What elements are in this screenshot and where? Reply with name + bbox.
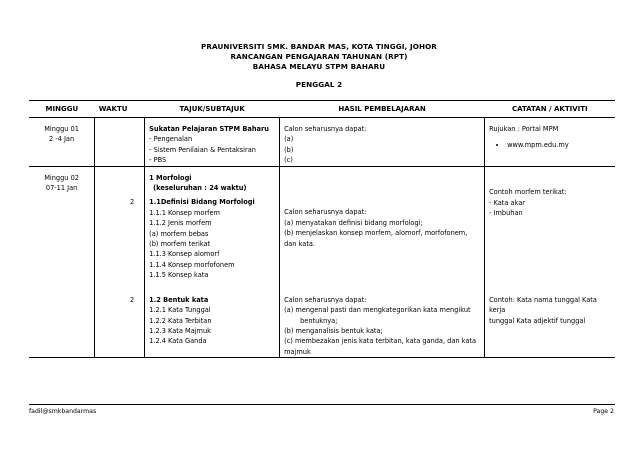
block1-item: 1.1.2 Jenis morfem — [149, 219, 212, 228]
header-school: PRAUNIVERSITI SMK. BANDAR MAS, KOTA TINGGI, JOHOR — [201, 42, 437, 51]
block1-catatan-line: Contoh morfem terikat: — [489, 188, 567, 197]
week2-tarikh: 07-11 Jan — [45, 184, 78, 193]
week1-hasil-line: Calon seharusnya dapat: — [284, 125, 367, 133]
page-number: Page 2 — [593, 408, 614, 415]
block1-title: 1.1Definisi Bidang Morfologi — [149, 198, 255, 207]
table-row — [29, 293, 615, 358]
block1-hasil-line: dan kata. — [284, 239, 316, 248]
week2-minggu: Minggu 02 — [44, 173, 79, 182]
week1-catatan-link: • www.mpm.edu.my — [507, 140, 611, 150]
block2-hasil-line: Calon seharusnya dapat: — [284, 295, 367, 304]
week1-tarikh: 2 -4 Jan — [49, 135, 75, 144]
week1-tajuk-title: Sukatan Pelajaran STPM Baharu — [149, 125, 269, 133]
table-header-row — [29, 101, 615, 118]
block2-hasil-line: majmuk — [284, 347, 311, 356]
week2-topic-title: 1 Morfologi — [149, 173, 192, 182]
block1-catatan-line: - Imbuhan — [489, 209, 523, 218]
block1-waktu: 2 — [95, 193, 145, 292]
header-subject: BAHASA MELAYU STPM BAHARU — [252, 62, 386, 71]
block1-item: 1.1.3 Konsep alomorf — [149, 250, 220, 259]
block2-hasil-line: (c) membezakan jenis kata terbitan, kata ganda, dan kata — [284, 337, 477, 346]
block2-item: 1.2.4 Kata Ganda — [149, 337, 207, 346]
footer-author: fadil@smkbandarmas — [29, 408, 97, 415]
header-plan: RANCANGAN PENGAJARAN TAHUNAN (RPT) — [230, 52, 408, 61]
table-row — [29, 118, 615, 167]
footer-divider — [29, 404, 615, 405]
col-catatan: CATATAN / AKTIVITI — [485, 101, 615, 118]
block2-waktu: 2 — [95, 293, 145, 358]
week1-tajuk-item: - PBS — [149, 156, 167, 165]
header-term: PENGGAL 2 — [295, 80, 343, 89]
week1-tajuk-item: - Sistem Penilaian & Pentaksiran — [149, 145, 256, 154]
week2-topic-sub: (keseluruhan : 24 waktu) — [153, 184, 247, 193]
block1-item: 1.1.5 Konsep kata — [149, 271, 209, 280]
rpt-table — [29, 100, 615, 358]
block2-item: 1.2.1 Kata Tunggal — [149, 306, 211, 315]
block1-item: (b) morfem terikat — [149, 240, 211, 249]
block2-catatan-line: tunggal Kata adjektif tunggal — [489, 316, 586, 325]
block1-item: 1.1.1 Konsep morfem — [149, 208, 220, 217]
block1-hasil-line: (a) menyatakan definisi bidang morfologi; — [284, 218, 423, 227]
block1-item: (a) morfem bebas — [149, 229, 209, 238]
week1-catatan: Rujukan : Portal MPM — [489, 125, 559, 133]
col-minggu: MINGGU — [29, 101, 95, 118]
week1-catatan-list — [489, 140, 611, 150]
week1-tajuk-item: - Pengenalan — [149, 135, 193, 144]
block1-hasil-line: (b) menjelaskan konsep morfem, alomorf, morfofonem, — [284, 229, 468, 238]
week1-hasil-line: (c) — [284, 156, 293, 165]
week1-hasil-line: (a) — [284, 135, 294, 144]
block1-hasil-line: Calon seharusnya dapat: — [284, 208, 367, 217]
week1-minggu: Minggu 01 — [44, 125, 79, 133]
table-row — [29, 193, 615, 292]
block1-catatan-line: - Kata akar — [489, 198, 526, 207]
block2-item: 1.2.2 Kata Terbitan — [149, 316, 212, 325]
block2-hasil-line: bentuknya; — [300, 316, 338, 325]
block2-hasil-line: (b) menganalisis bentuk kata; — [284, 326, 383, 335]
col-waktu: WAKTU — [95, 101, 145, 118]
week1-hasil-line: (b) — [284, 145, 294, 154]
block2-catatan-line: Contoh: Kata nama tunggal Kata kerja — [489, 295, 597, 315]
block1-item: 1.1.4 Konsep morfofonem — [149, 260, 235, 269]
col-tajuk: TAJUK/SUBTAJUK — [145, 101, 280, 118]
block2-item: 1.2.3 Kata Majmuk — [149, 326, 211, 335]
block2-title: 1.2 Bentuk kata — [149, 295, 209, 304]
block2-hasil-line: (a) mengenal pasti dan mengkategorikan kata mengikut — [284, 306, 471, 315]
col-hasil: HASIL PEMBELAJARAN — [280, 101, 485, 118]
